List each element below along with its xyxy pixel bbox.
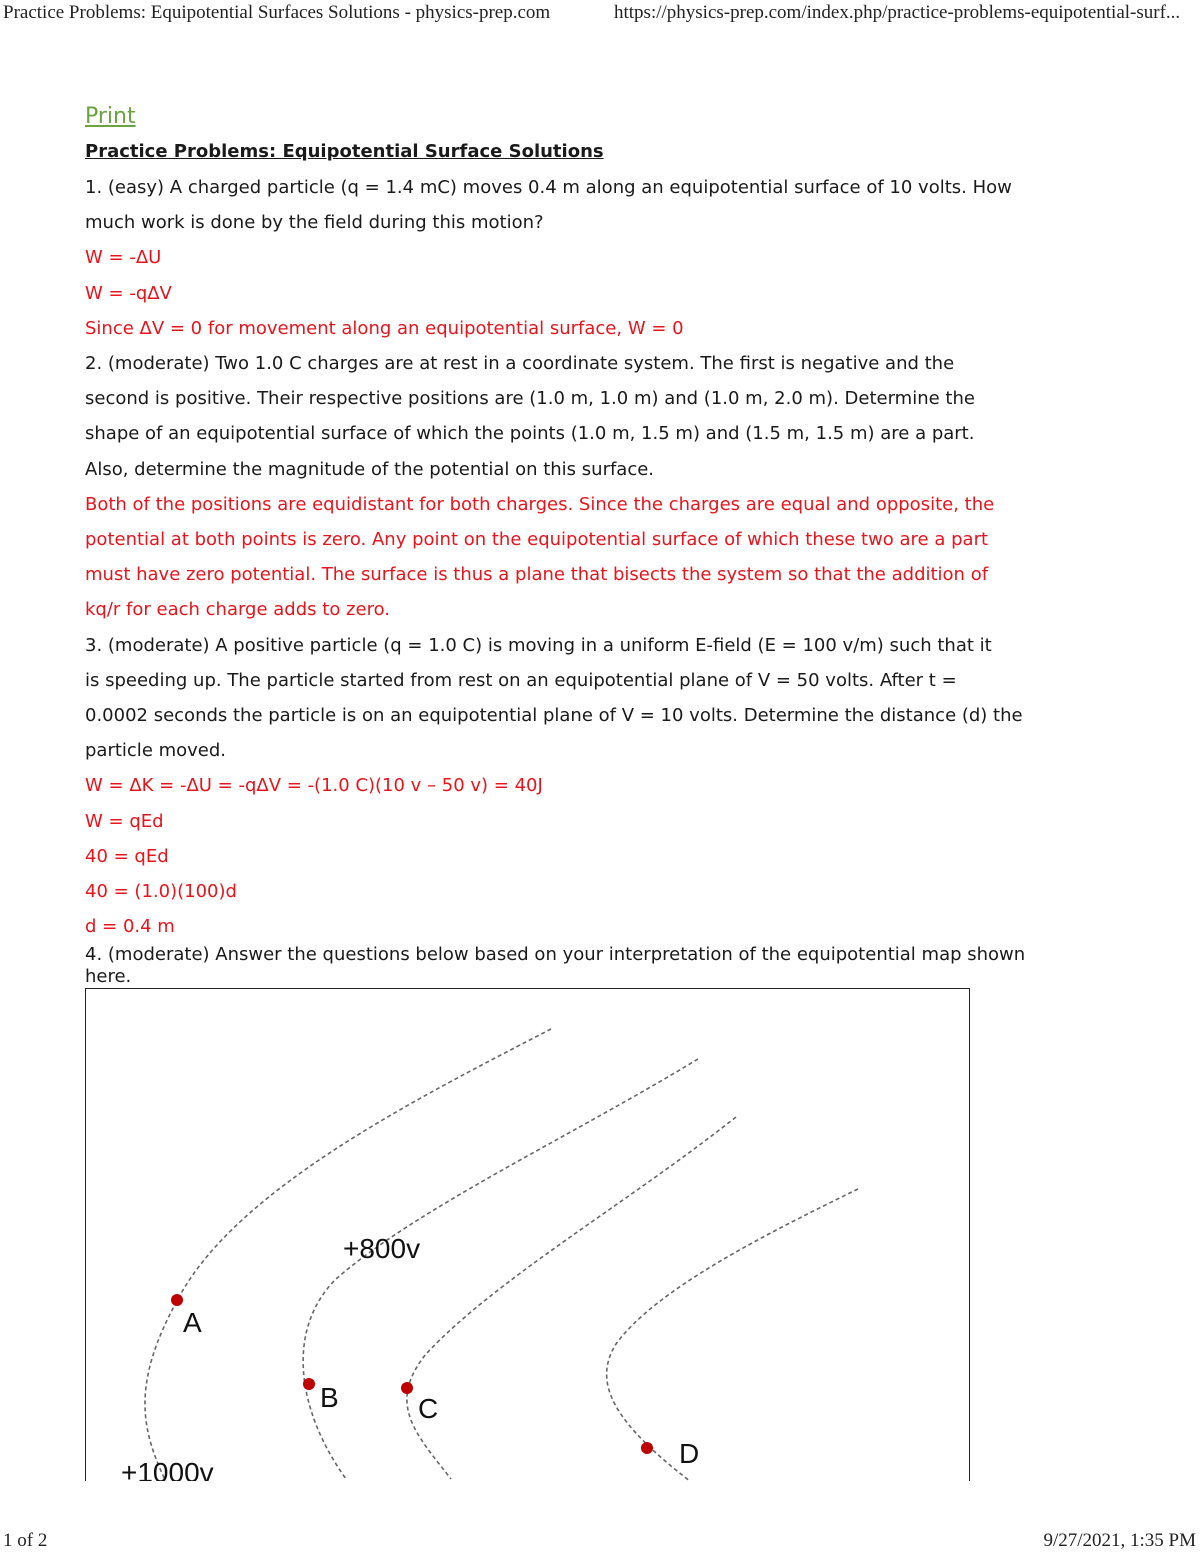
problem-3 bbox=[85, 628, 1120, 945]
solution-line: Both of the positions are equidistant for both charges. Since the charges are equal and opposite, the bbox=[85, 493, 995, 515]
equipotential-line-3 bbox=[407, 1117, 736, 1479]
article-content bbox=[85, 100, 1120, 988]
header-page-title: Practice Problems: Equipotential Surfaces Solutions - physics-prep.com bbox=[3, 2, 551, 23]
equipotential-line-4 bbox=[607, 1189, 858, 1481]
solution-line: must have zero potential. The surface is thus a plane that bisects the system so that the addition of bbox=[85, 564, 989, 586]
problem-1 bbox=[85, 170, 1120, 346]
point-d-label: D bbox=[679, 1438, 700, 1469]
equipotential-line-800v bbox=[303, 1059, 698, 1479]
equipotential-map bbox=[85, 988, 970, 1481]
problem-text-line: particle moved. bbox=[85, 740, 227, 762]
label-800v: +800v bbox=[343, 1233, 421, 1264]
point-b-marker bbox=[303, 1378, 315, 1390]
problem-4 bbox=[85, 944, 1120, 988]
equipotential-lines bbox=[145, 1029, 858, 1481]
equipotential-map-svg bbox=[86, 989, 970, 1481]
solution-line: 40 = (1.0)(100)d bbox=[85, 881, 237, 903]
point-c-label: C bbox=[418, 1393, 439, 1424]
problem-text-line: 2. (moderate) Two 1.0 C charges are at rest in a coordinate system. The first is negative and the bbox=[85, 353, 955, 375]
solution-line: d = 0.4 m bbox=[85, 916, 175, 938]
page-count: 1 of 2 bbox=[3, 1530, 48, 1551]
print-datetime: 9/27/2021, 1:35 PM bbox=[1043, 1530, 1196, 1551]
solution-line: W = -ΔU bbox=[85, 247, 162, 269]
problem-text-line: second is positive. Their respective positions are (1.0 m, 1.0 m) and (1.0 m, 2.0 m). Determine the bbox=[85, 388, 975, 410]
point-c-marker bbox=[401, 1382, 413, 1394]
print-footer bbox=[0, 1530, 1200, 1553]
label-1000v: +1000v bbox=[121, 1457, 214, 1481]
problem-text-line: 1. (easy) A charged particle (q = 1.4 mC) moves 0.4 m along an equipotential surface of 10 volts. How bbox=[85, 177, 1012, 198]
solution-line: potential at both points is zero. Any point on the equipotential surface of which these two are a part bbox=[85, 529, 989, 551]
point-a-label: A bbox=[183, 1307, 202, 1338]
solution-line: 40 = qEd bbox=[85, 845, 169, 867]
point-b-label: B bbox=[320, 1382, 339, 1413]
problem-text-line: 3. (moderate) A positive particle (q = 1.0 C) is moving in a uniform E-field (E = 100 v/m) such that it bbox=[85, 634, 992, 656]
solution-line: Since ΔV = 0 for movement along an equipotential surface, W = 0 bbox=[85, 317, 684, 339]
solution-line: kq/r for each charge adds to zero. bbox=[85, 599, 390, 621]
solution-line: W = ΔK = -ΔU = -qΔV = -(1.0 C)(10 v – 50 v) = 40J bbox=[85, 775, 543, 797]
point-a-marker bbox=[171, 1294, 183, 1306]
problem-text-line: here. bbox=[85, 966, 132, 988]
problem-2 bbox=[85, 346, 1120, 628]
problem-text-line: is speeding up. The particle started from rest on an equipotential plane of V = 50 volts. After t = bbox=[85, 669, 957, 691]
problem-text-line: 4. (moderate) Answer the questions below based on your interpretation of the equipotential map shown bbox=[85, 944, 1026, 966]
problem-text-line: Also, determine the magnitude of the potential on this surface. bbox=[85, 458, 655, 480]
problem-text-line: shape of an equipotential surface of which the points (1.0 m, 1.5 m) and (1.5 m, 1.5 m) are a part. bbox=[85, 423, 975, 445]
problem-text-line: 0.0002 seconds the particle is on an equipotential plane of V = 10 volts. Determine the distance (d) the bbox=[85, 705, 1023, 727]
print-header bbox=[0, 0, 1200, 30]
header-url: https://physics-prep.com/index.php/practice-problems-equipotential-surf... bbox=[614, 2, 1181, 23]
page-title: Practice Problems: Equipotential Surface Solutions bbox=[85, 141, 604, 162]
solution-line: W = qEd bbox=[85, 810, 164, 832]
print-link[interactable]: Print bbox=[85, 104, 136, 129]
solution-line: W = -qΔV bbox=[85, 282, 172, 304]
problem-text-line: much work is done by the field during this motion? bbox=[85, 212, 544, 234]
point-d-marker bbox=[641, 1442, 653, 1454]
